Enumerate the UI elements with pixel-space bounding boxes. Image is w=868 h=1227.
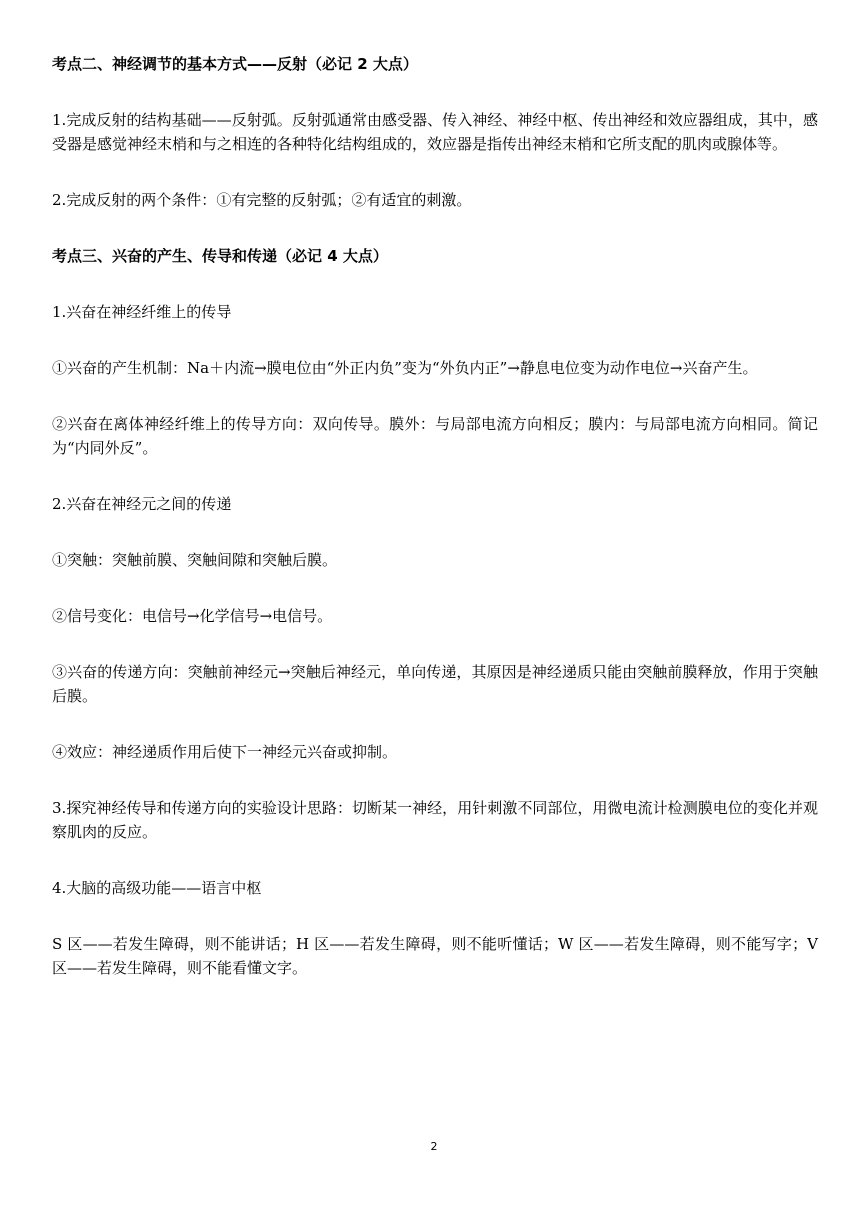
section-2-paragraph-2: 2.完成反射的两个条件：①有完整的反射弧；②有适宜的刺激。 bbox=[52, 191, 472, 209]
section-3-item-2-title: 2.兴奋在神经元之间的传递 bbox=[52, 495, 232, 513]
section-2-heading: 考点二、神经调节的基本方式——反射（必记 2 大点） bbox=[52, 55, 418, 73]
section-3-item-1-title: 1.兴奋在神经纤维上的传导 bbox=[52, 303, 232, 321]
document-page bbox=[52, 52, 818, 1012]
section-3-item-3: 3.探究神经传导和传递方向的实验设计思路：切断某一神经，用针刺激不同部位，用微电流计检测膜电位的变化并观察肌肉的反应。 bbox=[52, 799, 818, 841]
section-3-item-2-b: ②信号变化：电信号→化学信号→电信号。 bbox=[52, 607, 333, 625]
section-2-paragraph-1: 1.完成反射的结构基础——反射弧。反射弧通常由感受器、传入神经、神经中枢、传出神经和效应器组成，其中，感受器是感觉神经末梢和与之相连的各种特化结构组成的，效应器是指传出神经末梢和它所支配的肌肉或腺体等。 bbox=[52, 111, 818, 153]
section-3-item-2-c: ③兴奋的传递方向：突触前神经元→突触后神经元，单向传递，其原因是神经递质只能由突触前膜释放，作用于突触后膜。 bbox=[52, 663, 818, 705]
page-number: 2 bbox=[430, 1140, 438, 1153]
section-3-heading: 考点三、兴奋的产生、传导和传递（必记 4 大点） bbox=[52, 247, 388, 265]
section-3-item-2-d: ④效应：神经递质作用后使下一神经元兴奋或抑制。 bbox=[52, 743, 398, 761]
section-3-item-1-b: ②兴奋在离体神经纤维上的传导方向：双向传导。膜外：与局部电流方向相反；膜内：与局部电流方向相同。简记为“内同外反”。 bbox=[52, 415, 818, 457]
section-3-item-2-a: ①突触：突触前膜、突触间隙和突触后膜。 bbox=[52, 551, 338, 569]
section-3-item-1-a: ①兴奋的产生机制：Na＋内流→膜电位由“外正内负”变为“外负内正”→静息电位变为动作电位→兴奋产生。 bbox=[52, 359, 758, 377]
section-3-item-4-body: S 区——若发生障碍，则不能讲话；H 区——若发生障碍，则不能听懂话；W 区——若发生障碍，则不能写字；V 区——若发生障碍，则不能看懂文字。 bbox=[52, 935, 818, 977]
section-3-item-4-title: 4.大脑的高级功能——语言中枢 bbox=[52, 879, 262, 897]
